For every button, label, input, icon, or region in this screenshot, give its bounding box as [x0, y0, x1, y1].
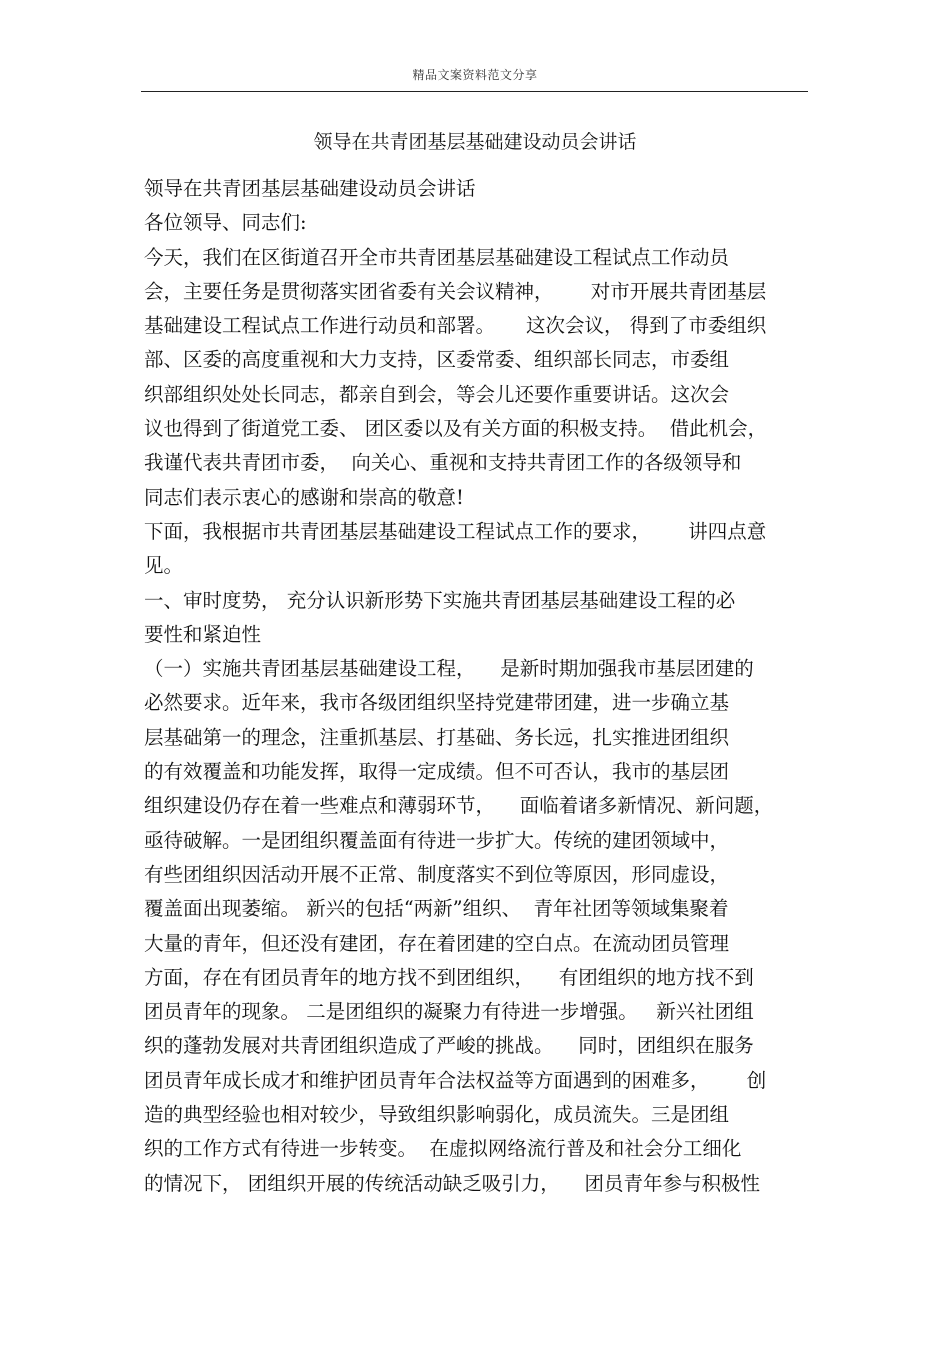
body-line: 有些团组织因活动开展不正常、制度落实不到位等原因，形同虚设， — [144, 862, 730, 886]
body-line: 基础建设工程试点工作进行动员和部署。 这次会议， 得到了市委组织 — [144, 314, 767, 338]
body-line: 层基础第一的理念，注重抓基层、打基础、务长远，扎实推进团组织 — [144, 725, 730, 749]
body-line: 各位领导、同志们: — [144, 211, 307, 235]
body-line: 同志们表示衷心的感谢和崇高的敬意! — [144, 485, 464, 509]
document-body — [144, 172, 812, 1201]
body-line: 方面，存在有团员青年的地方找不到团组织， 有团组织的地方找不到 — [144, 965, 754, 989]
body-line: 部、区委的高度重视和大力支持，区委常委、组织部长同志，市委组 — [144, 348, 730, 372]
body-line: 我谨代表共青团市委， 向关心、重视和支持共青团工作的各级领导和 — [144, 451, 742, 475]
header-divider — [141, 91, 808, 92]
body-line: 织的工作方式有待进一步转变。 在虚拟网络流行普及和社会分工细化 — [144, 1137, 742, 1161]
body-line: 大量的青年，但还没有建团，存在着团建的空白点。在流动团员管理 — [144, 931, 730, 955]
body-line: 议也得到了街道党工委、 团区委以及有关方面的积极支持。 借此机会， — [144, 417, 768, 441]
body-line: 织的蓬勃发展对共青团组织造成了严峻的挑战。 同时，团组织在服务 — [144, 1034, 754, 1058]
body-line: 的有效覆盖和功能发挥，取得一定成绩。但不可否认，我市的基层团 — [144, 760, 730, 784]
body-line: 今天，我们在区街道召开全市共青团基层基础建设工程试点工作动员 — [144, 245, 730, 269]
body-line: 组织建设仍存在着一些难点和薄弱环节， 面临着诸多新情况、新问题， — [144, 794, 774, 818]
page-header: 精品文案资料范文分享 — [412, 68, 538, 82]
body-line: 必然要求。近年来，我市各级团组织坚持党建带团建，进一步确立基 — [144, 691, 730, 715]
body-line: 会，主要任务是贯彻落实团省委有关会议精神， 对市开展共青团基层 — [144, 279, 767, 303]
body-line: 见。 — [144, 554, 184, 578]
body-line: 覆盖面出现萎缩。 新兴的包括“两新”组织、 青年社团等领域集聚着 — [144, 897, 729, 921]
body-line: 下面，我根据市共青团基层基础建设工程试点工作的要求， 讲四点意 — [144, 519, 767, 543]
body-line: 团员青年的现象。 二是团组织的凝聚力有待进一步增强。 新兴社团组 — [144, 1000, 754, 1024]
body-line: 一、审时度势， 充分认识新形势下实施共青团基层基础建设工程的必 — [144, 588, 736, 612]
body-line: 造的典型经验也相对较少，导致组织影响弱化，成员流失。三是团组 — [144, 1103, 730, 1127]
body-line: 织部组织处处长同志，都亲自到会，等会儿还要作重要讲话。这次会 — [144, 382, 730, 406]
body-line: （一）实施共青团基层基础建设工程， 是新时期加强我市基层团建的 — [144, 657, 754, 681]
body-line: 的情况下， 团组织开展的传统活动缺乏吸引力， 团员青年参与积极性 — [144, 1171, 760, 1195]
body-line: 团员青年成长成才和维护团员青年合法权益等方面遇到的困难多， 创 — [144, 1068, 767, 1092]
body-line: 领导在共青团基层基础建设动员会讲话 — [144, 177, 476, 200]
document-title: 领导在共青团基层基础建设动员会讲话 — [313, 131, 637, 153]
body-line: 亟待破解。一是团组织覆盖面有待进一步扩大。传统的建团领域中， — [144, 828, 730, 852]
body-line: 要性和紧迫性 — [144, 622, 262, 646]
